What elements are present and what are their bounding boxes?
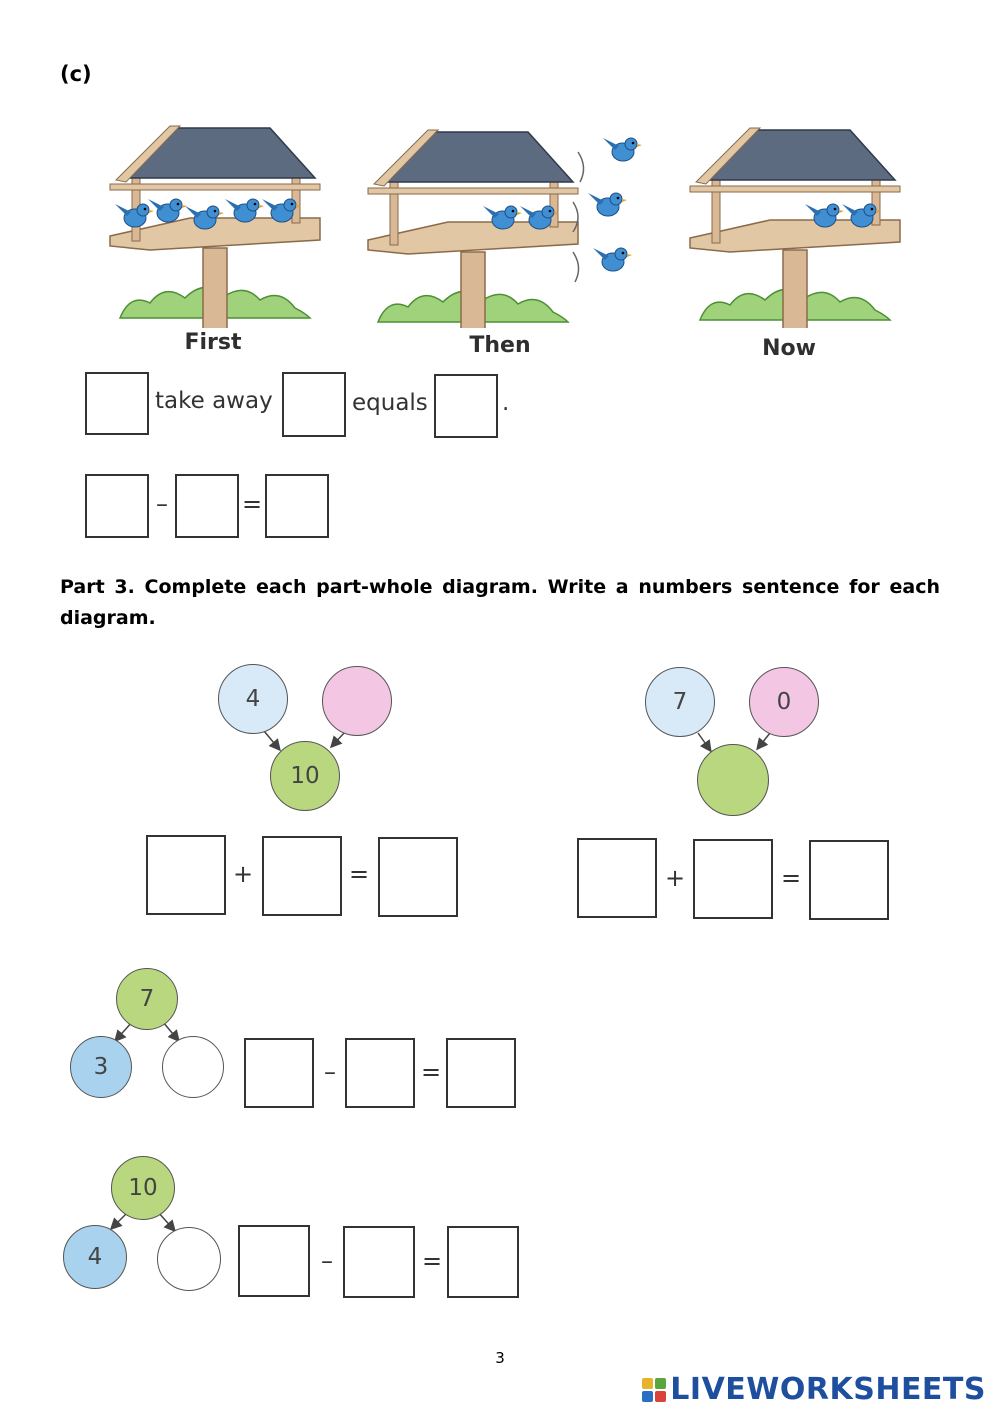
diagram3-eq-box-1[interactable]: [244, 1038, 314, 1108]
diagram4-eq-box-1[interactable]: [238, 1225, 310, 1297]
diagram2-whole-circle[interactable]: [697, 744, 769, 816]
diagram2-eq-box-1[interactable]: [577, 838, 657, 918]
diagram3-whole-circle: 7: [116, 968, 178, 1030]
equals-sign: =: [780, 864, 802, 892]
diagram4-part1-circle: 4: [63, 1225, 127, 1289]
minus-sign: –: [324, 1058, 336, 1086]
equals-sign: =: [241, 490, 263, 518]
diagram1-eq-box-1[interactable]: [146, 835, 226, 915]
diagram2-part1-circle: 7: [645, 667, 715, 737]
minus-sign: –: [156, 490, 168, 518]
diagram1-part2-circle[interactable]: [322, 666, 392, 736]
equals-sign: =: [421, 1247, 443, 1275]
brand-name: LIVEWORKSHEETS: [670, 1372, 986, 1407]
scene-label-then: Then: [469, 333, 531, 358]
scene-label-first: First: [184, 330, 242, 355]
diagram1-eq-box-3[interactable]: [378, 837, 458, 917]
part3-heading: Part 3. Complete each part-whole diagram. Write a numbers sentence for each diagram.: [60, 576, 940, 629]
take-away-text: take away: [155, 388, 273, 414]
diagram3-part2-circle[interactable]: [162, 1036, 224, 1098]
liveworksheets-logo: [642, 1372, 986, 1407]
scene-label-now: Now: [762, 336, 816, 361]
diagram4-eq-box-2[interactable]: [343, 1226, 415, 1298]
logo-icon: [642, 1378, 666, 1402]
diagram3-eq-box-2[interactable]: [345, 1038, 415, 1108]
diagram4-eq-box-3[interactable]: [447, 1226, 519, 1298]
plus-sign: +: [664, 864, 686, 892]
section-label: (c): [60, 62, 92, 86]
diagram3-eq-box-3[interactable]: [446, 1038, 516, 1108]
diagram1-eq-box-2[interactable]: [262, 836, 342, 916]
equals-text: equals: [352, 390, 428, 416]
equals-sign: =: [348, 860, 370, 888]
diagram2-part2-circle: 0: [749, 667, 819, 737]
diagram1-whole-circle: 10: [270, 741, 340, 811]
period-text: .: [502, 390, 510, 416]
diagram4-part2-circle[interactable]: [157, 1227, 221, 1291]
diagram3-part1-circle: 3: [70, 1036, 132, 1098]
page-number: 3: [495, 1349, 505, 1367]
diagram2-eq-box-2[interactable]: [693, 839, 773, 919]
minus-sign: –: [321, 1247, 333, 1275]
equals-sign: =: [420, 1058, 442, 1086]
plus-sign: +: [232, 860, 254, 888]
diagram1-part1-circle: 4: [218, 664, 288, 734]
diagram2-eq-box-3[interactable]: [809, 840, 889, 920]
diagram4-whole-circle: 10: [111, 1156, 175, 1220]
